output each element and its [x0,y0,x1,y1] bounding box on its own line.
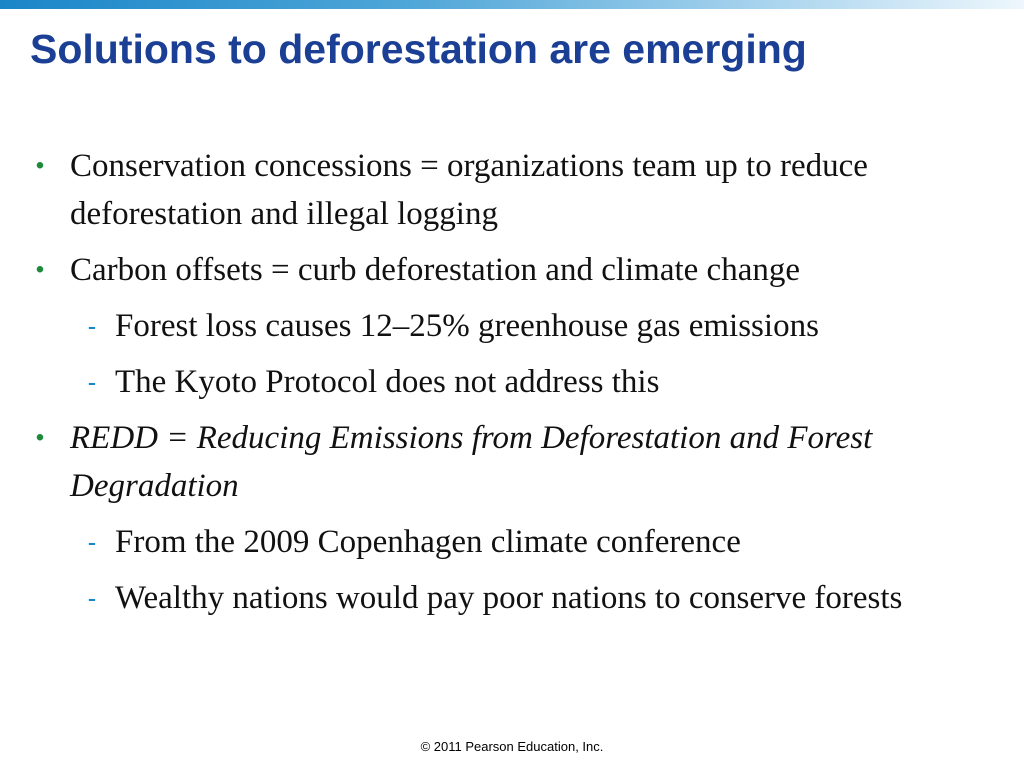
sub-bullet-item [30,518,990,566]
sub-bullet-text: The Kyoto Protocol does not address this [115,364,660,400]
sub-bullet-text: Wealthy nations would pay poor nations to conserve forests [115,580,903,616]
bullet-list [30,142,990,630]
slide-title: Solutions to deforestation are emerging [30,26,807,72]
dash-icon: - [87,583,97,613]
sub-bullet-item [30,358,990,406]
sub-bullet-item [30,574,990,622]
bullet-text: REDD = Reducing Emissions from Deforestation and Forest Degradation [70,420,873,504]
dash-icon: - [87,311,97,341]
bullet-item [30,142,990,238]
bullet-item [30,246,990,294]
dash-icon: - [87,527,97,557]
bullet-icon: • [35,256,45,283]
copyright-footer: © 2011 Pearson Education, Inc. [420,739,604,754]
dash-icon: - [87,367,97,397]
top-accent-bar [0,0,1024,9]
bullet-text: Conservation concessions = organizations team up to reduce deforestation and illegal logging [70,148,868,232]
bullet-icon: • [35,424,45,451]
bullet-item [30,414,990,510]
sub-bullet-text: Forest loss causes 12–25% greenhouse gas emissions [115,308,819,344]
bullet-text: Carbon offsets = curb deforestation and climate change [70,252,800,288]
sub-bullet-item [30,302,990,350]
sub-bullet-text: From the 2009 Copenhagen climate conference [115,524,741,560]
bullet-icon: • [35,152,45,179]
